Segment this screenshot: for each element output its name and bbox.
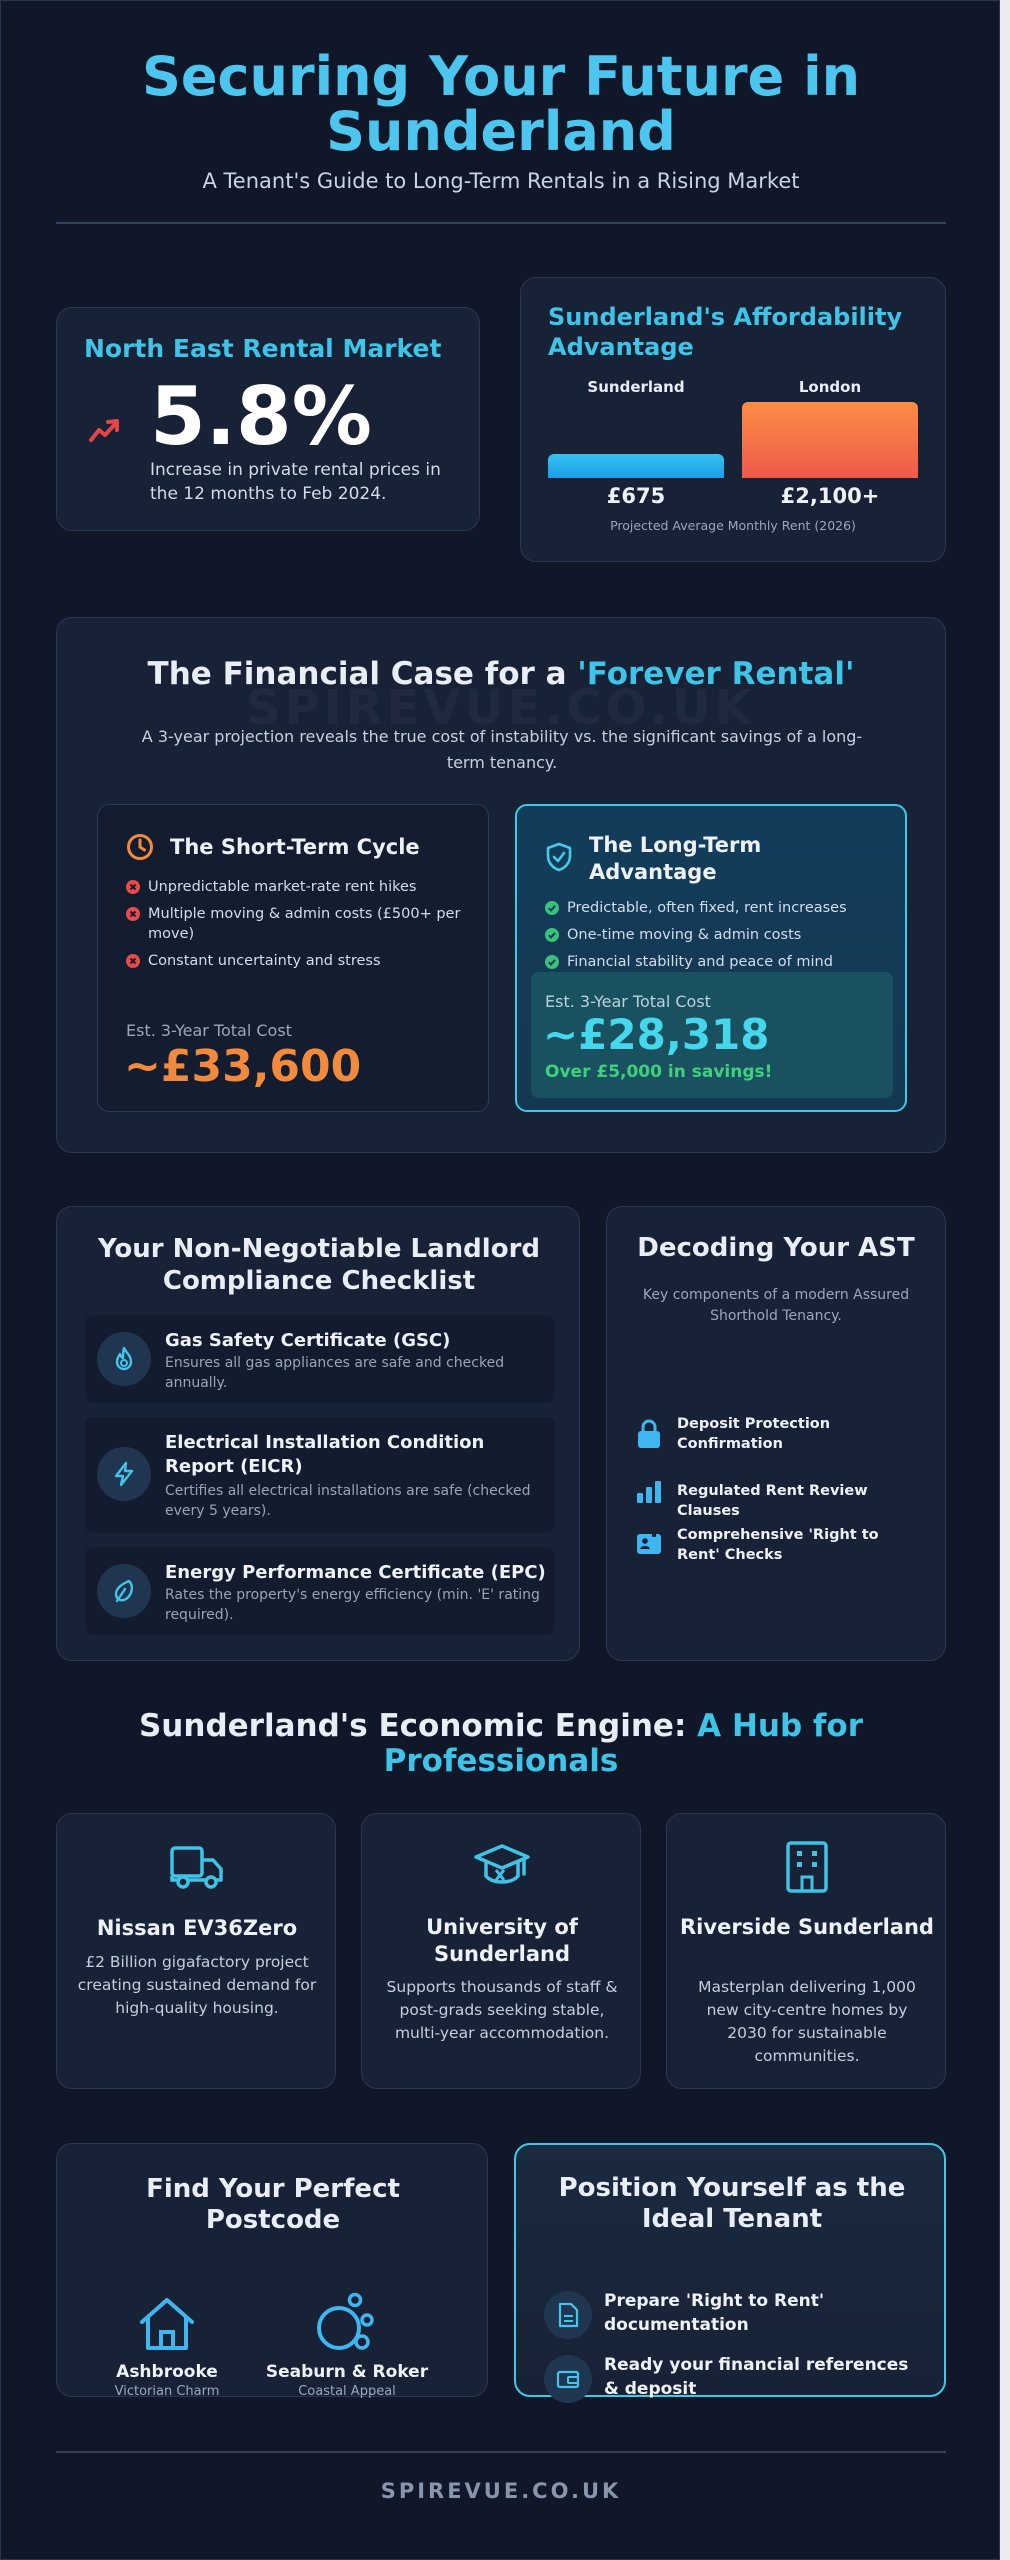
financial-heading-prefix: The Financial Case for a <box>147 656 578 692</box>
footer-brand: SPIREVUE.CO.UK <box>380 2479 622 2503</box>
list-item-text: Unpredictable market-rate rent hikes <box>148 879 417 895</box>
ast-item-label: Regulated Rent Review Clauses <box>677 1483 868 1519</box>
list-item <box>126 877 476 897</box>
affordability-heading: Sunderland's Affordability Advantage <box>548 303 903 361</box>
x-circle-icon <box>126 880 140 894</box>
list-item-text: Predictable, often fixed, rent increases <box>567 900 847 916</box>
ast-heading: Decoding Your AST <box>637 1233 915 1263</box>
document-icon <box>544 2291 592 2339</box>
x-circle-icon <box>126 954 140 968</box>
ideal-tenant-item: Ready your financial references & deposit <box>604 2355 909 2399</box>
compliance-heading: Your Non-Negotiable Landlord Compliance Checklist <box>97 1234 540 1296</box>
compliance-card <box>56 1206 580 1661</box>
trend-up-icon <box>89 418 121 448</box>
financial-heading <box>57 656 945 692</box>
long-term-card <box>515 804 907 1112</box>
financial-heading-highlight: 'Forever Rental' <box>577 656 855 692</box>
rental-market-heading: North East Rental Market <box>84 334 442 363</box>
affordability-card <box>520 277 946 562</box>
compliance-item-desc: Certifies all electrical installations are safe (checked every 5 years). <box>165 1483 531 1519</box>
bar-chart-icon <box>635 1479 663 1507</box>
economy-heading-highlight: A Hub for Professionals <box>383 1708 864 1779</box>
bar-value-sunderland: £675 <box>606 484 666 508</box>
graduation-cap-icon <box>472 1842 532 1896</box>
economy-card-desc: Masterplan delivering 1,000 new city-centre homes by 2030 for sustainable communities. <box>698 1978 916 2065</box>
flame-icon <box>97 1332 151 1386</box>
building-icon <box>783 1840 831 1898</box>
shield-check-icon <box>545 842 573 876</box>
postcode-heading: Find Your Perfect Postcode <box>146 2174 400 2235</box>
postcode-card <box>56 2143 488 2397</box>
ideal-tenant-heading: Position Yourself as the Ideal Tenant <box>558 2173 906 2234</box>
compliance-item <box>85 1547 555 1635</box>
clock-icon <box>126 833 154 865</box>
list-item <box>126 904 476 944</box>
postcode-area-desc: Coastal Appeal <box>298 2384 396 2399</box>
savings-text: Over £5,000 in savings! <box>545 1062 773 1082</box>
wallet-icon <box>544 2355 592 2403</box>
bar-london <box>742 402 918 478</box>
long-term-total-box <box>531 972 893 1098</box>
list-item <box>545 898 895 918</box>
leaf-icon <box>97 1564 151 1618</box>
economy-card-title: Nissan EV36Zero <box>96 1916 298 1940</box>
ast-item <box>635 1412 935 1456</box>
long-term-total-label: Est. 3-Year Total Cost <box>545 992 711 1011</box>
x-circle-icon <box>126 907 140 921</box>
long-term-title: The Long-Term Advantage <box>589 833 762 884</box>
short-term-total-label: Est. 3-Year Total Cost <box>126 1021 292 1040</box>
economy-card <box>56 1813 336 2089</box>
compliance-item <box>85 1315 555 1403</box>
check-circle-icon <box>545 955 559 969</box>
lightning-icon <box>97 1447 151 1501</box>
footer-divider <box>56 2451 946 2453</box>
rental-market-card <box>56 307 480 531</box>
compliance-item <box>85 1417 555 1533</box>
ast-item-label: Comprehensive 'Right to Rent' Checks <box>677 1527 879 1563</box>
ast-item <box>635 1523 935 1567</box>
bar-value-london: £2,100+ <box>780 484 880 508</box>
lock-icon <box>635 1418 663 1454</box>
ast-intro: Key components of a modern Assured Shorthold Tenancy. <box>642 1287 910 1324</box>
postcode-area-desc: Victorian Charm <box>114 2384 220 2399</box>
list-item <box>545 925 895 945</box>
financial-intro: A 3-year projection reveals the true cost of instability vs. the significant savings of a long-term tenancy. <box>141 727 863 772</box>
economy-card-title: University of Sunderland <box>426 1915 578 1966</box>
compliance-item-desc: Ensures all gas appliances are safe and checked annually. <box>165 1355 505 1391</box>
ast-card <box>606 1206 946 1661</box>
economy-card <box>361 1813 641 2089</box>
page-title: Securing Your Future in Sunderland <box>141 45 861 163</box>
postcode-area-name: Ashbrooke <box>116 2362 218 2382</box>
bar-label-sunderland: Sunderland <box>587 378 685 396</box>
financial-case-section <box>56 617 946 1153</box>
header-divider <box>56 222 946 224</box>
check-circle-icon <box>545 901 559 915</box>
affordability-footnote: Projected Average Monthly Rent (2026) <box>610 518 856 533</box>
economy-card-desc: £2 Billion gigafactory project creating sustained demand for high-quality housing. <box>77 1953 317 2017</box>
list-item <box>126 951 476 971</box>
list-item <box>545 952 895 972</box>
list-item-text: One-time moving & admin costs <box>567 927 802 943</box>
rental-increase-stat: 5.8% <box>150 370 372 463</box>
compliance-item-title: Gas Safety Certificate (GSC) <box>165 1330 451 1351</box>
ideal-tenant-item: Prepare 'Right to Rent' documentation <box>604 2291 825 2335</box>
bar-sunderland <box>548 454 724 478</box>
truck-icon <box>169 1842 225 1894</box>
short-term-card <box>97 804 489 1112</box>
postcode-area-name: Seaburn & Roker <box>265 2362 429 2382</box>
page-subtitle: A Tenant's Guide to Long-Term Rentals in a Rising Market <box>202 169 800 193</box>
long-term-total: ~£28,318 <box>543 1010 770 1059</box>
bar-label-london: London <box>798 378 862 396</box>
list-item-text: Multiple moving & admin costs (£500+ per move) <box>148 906 461 942</box>
economy-card-title: Riverside Sunderland <box>680 1915 934 1939</box>
short-term-list <box>126 877 476 978</box>
economy-card <box>666 1813 946 2089</box>
compliance-item-desc: Rates the property's energy efficiency (min. 'E' rating required). <box>165 1587 540 1623</box>
house-icon <box>137 2296 197 2356</box>
ideal-tenant-card <box>514 2143 946 2397</box>
economy-heading <box>61 1709 941 1779</box>
rental-increase-description: Increase in private rental prices in the 12 months to Feb 2024. <box>150 460 441 504</box>
ast-item-label: Deposit Protection Confirmation <box>677 1416 831 1452</box>
short-term-title: The Short-Term Cycle <box>170 835 420 859</box>
bubbles-icon <box>315 2292 375 2358</box>
economy-card-desc: Supports thousands of staff & post-grads seeking stable, multi-year accommodation. <box>386 1978 618 2042</box>
id-card-icon <box>635 1529 663 1561</box>
check-circle-icon <box>545 928 559 942</box>
economy-heading-prefix: Sunderland's Economic Engine: <box>138 1708 698 1744</box>
long-term-list <box>545 898 895 979</box>
short-term-total: ~£33,600 <box>124 1041 362 1092</box>
compliance-item-title: Electrical Installation Condition Report (EICR) <box>165 1432 485 1477</box>
ast-item <box>635 1475 935 1519</box>
list-item-text: Financial stability and peace of mind <box>567 954 833 970</box>
compliance-item-title: Energy Performance Certificate (EPC) <box>165 1562 546 1583</box>
list-item-text: Constant uncertainty and stress <box>148 953 381 969</box>
